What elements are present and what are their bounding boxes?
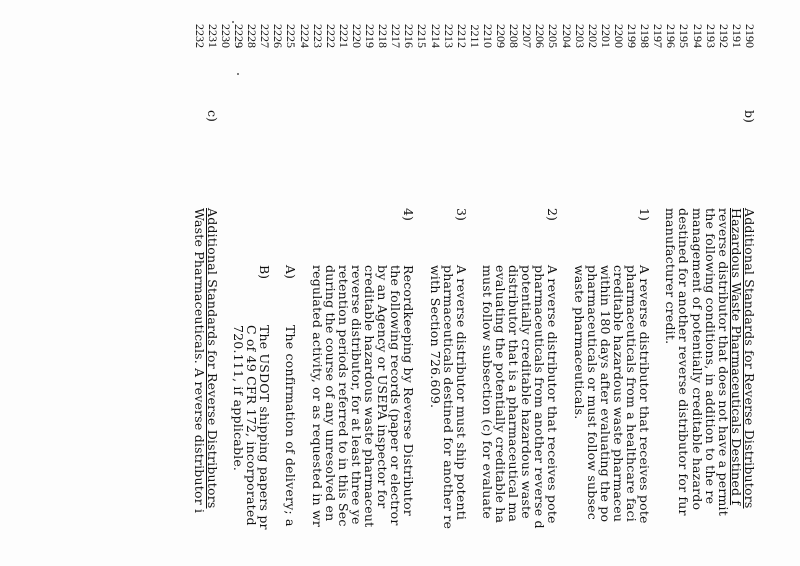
document-line: [730, 0, 743, 566]
line-text: A reverse distributor that receives pote: [545, 265, 561, 524]
line-text: the following records (paper or electror: [388, 265, 404, 526]
document-line: [442, 0, 455, 566]
line-text: pharmaceuticals from another reverse d: [532, 265, 548, 529]
line-number: 2197: [651, 24, 666, 48]
line-text: The confirmation of delivery; a: [283, 325, 299, 527]
document-line: [691, 0, 704, 566]
line-text: pharmaceuticals from a healthcare faci: [624, 265, 640, 522]
document-line: [638, 0, 651, 566]
line-number: 2205: [546, 24, 561, 48]
line-number: 2195: [677, 24, 692, 48]
subsection-label: B): [257, 265, 273, 280]
subsection-label: 4): [401, 208, 417, 221]
line-number: 2230: [219, 24, 233, 48]
document-line: [651, 0, 664, 566]
document-line: [599, 0, 612, 566]
document-line: [298, 0, 311, 566]
line-number: 2193: [703, 24, 718, 48]
line-text: pharmaceuticals destined for another re: [440, 265, 456, 530]
document-line: [389, 0, 402, 566]
line-text: Hazardous Waste Pharmaceuticals Destined f: [728, 208, 744, 506]
document-line: [625, 0, 638, 566]
line-number: 2198: [638, 24, 653, 48]
line-text: C of 49 CFR 172, incorporated: [244, 325, 260, 526]
line-number: 2231: [205, 24, 220, 48]
line-number: 2215: [415, 24, 430, 48]
line-number: 2214: [428, 24, 443, 48]
line-text: waste pharmaceuticals.: [571, 265, 587, 420]
line-text: potentially creditable hazardous waste: [519, 265, 535, 519]
line-number: 2227: [258, 24, 273, 48]
document-line: [677, 0, 690, 566]
document-line: [664, 0, 677, 566]
document-line: [717, 0, 730, 566]
line-text: the following conditions, in addition to the re: [702, 208, 718, 505]
line-text: reverse distributor that does not have a permit: [715, 208, 731, 516]
line-number: 2221: [336, 24, 351, 48]
line-text: A reverse distributor must ship potenti: [453, 265, 469, 521]
document-line: [311, 0, 324, 566]
line-number: 2211: [467, 24, 482, 48]
line-text: manufacturer credit.: [663, 208, 679, 345]
line-number: 2203: [572, 24, 587, 48]
line-number: 2208: [507, 24, 522, 48]
document-line: [455, 0, 468, 566]
document-line: [219, 0, 232, 566]
line-number: 2199: [625, 24, 640, 48]
document-line: [560, 0, 573, 566]
line-number: 2223: [310, 24, 325, 48]
subsection-label: b): [742, 110, 757, 123]
line-text: management of potentially creditable hazardo: [689, 208, 705, 511]
line-text: Additional Standards for Reverse Distributors: [204, 208, 220, 509]
document-line: [193, 0, 206, 566]
line-number: 2224: [297, 24, 312, 48]
subsection-label: A): [283, 265, 299, 279]
line-number: 2218: [376, 24, 391, 48]
line-text: evaluating the potentially creditable ha: [493, 265, 509, 524]
document-line: [494, 0, 507, 566]
document-line: [324, 0, 337, 566]
line-number: 2209: [494, 24, 509, 48]
line-number: 2219: [363, 24, 378, 48]
document-line: [429, 0, 442, 566]
line-text: during the course of any unresolved en: [322, 265, 338, 522]
document-line: [481, 0, 494, 566]
line-number: 2206: [533, 24, 548, 48]
document-line: [586, 0, 599, 566]
line-text: retention periods referred to in this Sec: [335, 265, 351, 527]
line-number: 2229: [232, 24, 247, 48]
document-line: [258, 0, 271, 566]
line-text: Additional Standards for Reverse Distributors: [742, 208, 757, 509]
line-number: 2207: [520, 24, 535, 48]
document-line: [520, 0, 533, 566]
document-line: [573, 0, 586, 566]
line-text: pharmaceuticals or must follow subsec: [584, 265, 600, 520]
line-number: 2216: [402, 24, 417, 48]
document-line: [546, 0, 559, 566]
line-number: 2204: [559, 24, 574, 48]
document-line: [350, 0, 363, 566]
subsection-label: 3): [453, 208, 469, 221]
subsection-label: 2): [545, 208, 561, 221]
line-number: 2201: [598, 24, 613, 48]
document-line: [337, 0, 350, 566]
document-line: [363, 0, 376, 566]
document-line: [376, 0, 389, 566]
line-number: 2213: [441, 24, 456, 48]
line-number: 2210: [481, 24, 495, 48]
line-text: creditable hazardous waste pharmaceu: [611, 265, 626, 523]
line-text: Waste Pharmaceuticals. A reverse distributor i: [191, 208, 207, 514]
document-line: [402, 0, 415, 566]
line-text: A reverse distributor that receives pote: [637, 265, 653, 524]
line-text: reverse distributor, for at least three ye: [349, 265, 364, 525]
line-number: 2226: [271, 24, 286, 48]
document-line: [704, 0, 717, 566]
line-number: 2232: [192, 24, 207, 48]
line-text: regulated activity, or as requested in wr: [309, 265, 325, 528]
line-text: with Section 726.609.: [427, 265, 443, 409]
line-number: 2228: [245, 24, 260, 48]
line-number: 2194: [690, 24, 705, 48]
line-number: 2220: [350, 24, 364, 48]
document-line: [271, 0, 284, 566]
line-number: 2190: [743, 24, 757, 48]
document-line: [507, 0, 520, 566]
document-line: [415, 0, 428, 566]
line-text: by an Agency or USEPA inspector for: [375, 265, 391, 509]
line-text: Recordkeeping by Reverse Distributor: [401, 265, 417, 516]
line-number: 2202: [585, 24, 600, 48]
line-number: 2222: [323, 24, 338, 48]
document-line: [245, 0, 258, 566]
line-text: distributor that is a pharmaceutical ma: [506, 265, 522, 523]
line-text: 720.111, if applicable.: [231, 325, 247, 472]
line-number: 2191: [729, 24, 744, 48]
line-number: 2192: [716, 24, 731, 48]
document-line: [468, 0, 481, 566]
line-text: The USDOT shipping papers pr: [257, 325, 273, 530]
line-number: 2225: [284, 24, 299, 48]
line-text: must follow subsection (c) for evaluate: [480, 265, 495, 519]
document-line: [284, 0, 297, 566]
line-text: within 180 days after evaluating the po: [597, 265, 613, 523]
document-line: [612, 0, 625, 566]
line-number: 2200: [612, 24, 626, 48]
document-line: [533, 0, 546, 566]
document-line: [206, 0, 219, 566]
line-text: destined for another reverse distributor for fur: [676, 208, 692, 516]
line-number: 2217: [389, 24, 404, 48]
document-line: [232, 0, 245, 566]
line-number: 2212: [454, 24, 469, 48]
line-number: 2196: [664, 24, 679, 48]
subsection-label: 1): [637, 208, 653, 221]
line-text: creditable hazardous waste pharmaceut: [362, 265, 378, 528]
subsection-label: c): [204, 110, 220, 122]
document-line: [743, 0, 756, 566]
